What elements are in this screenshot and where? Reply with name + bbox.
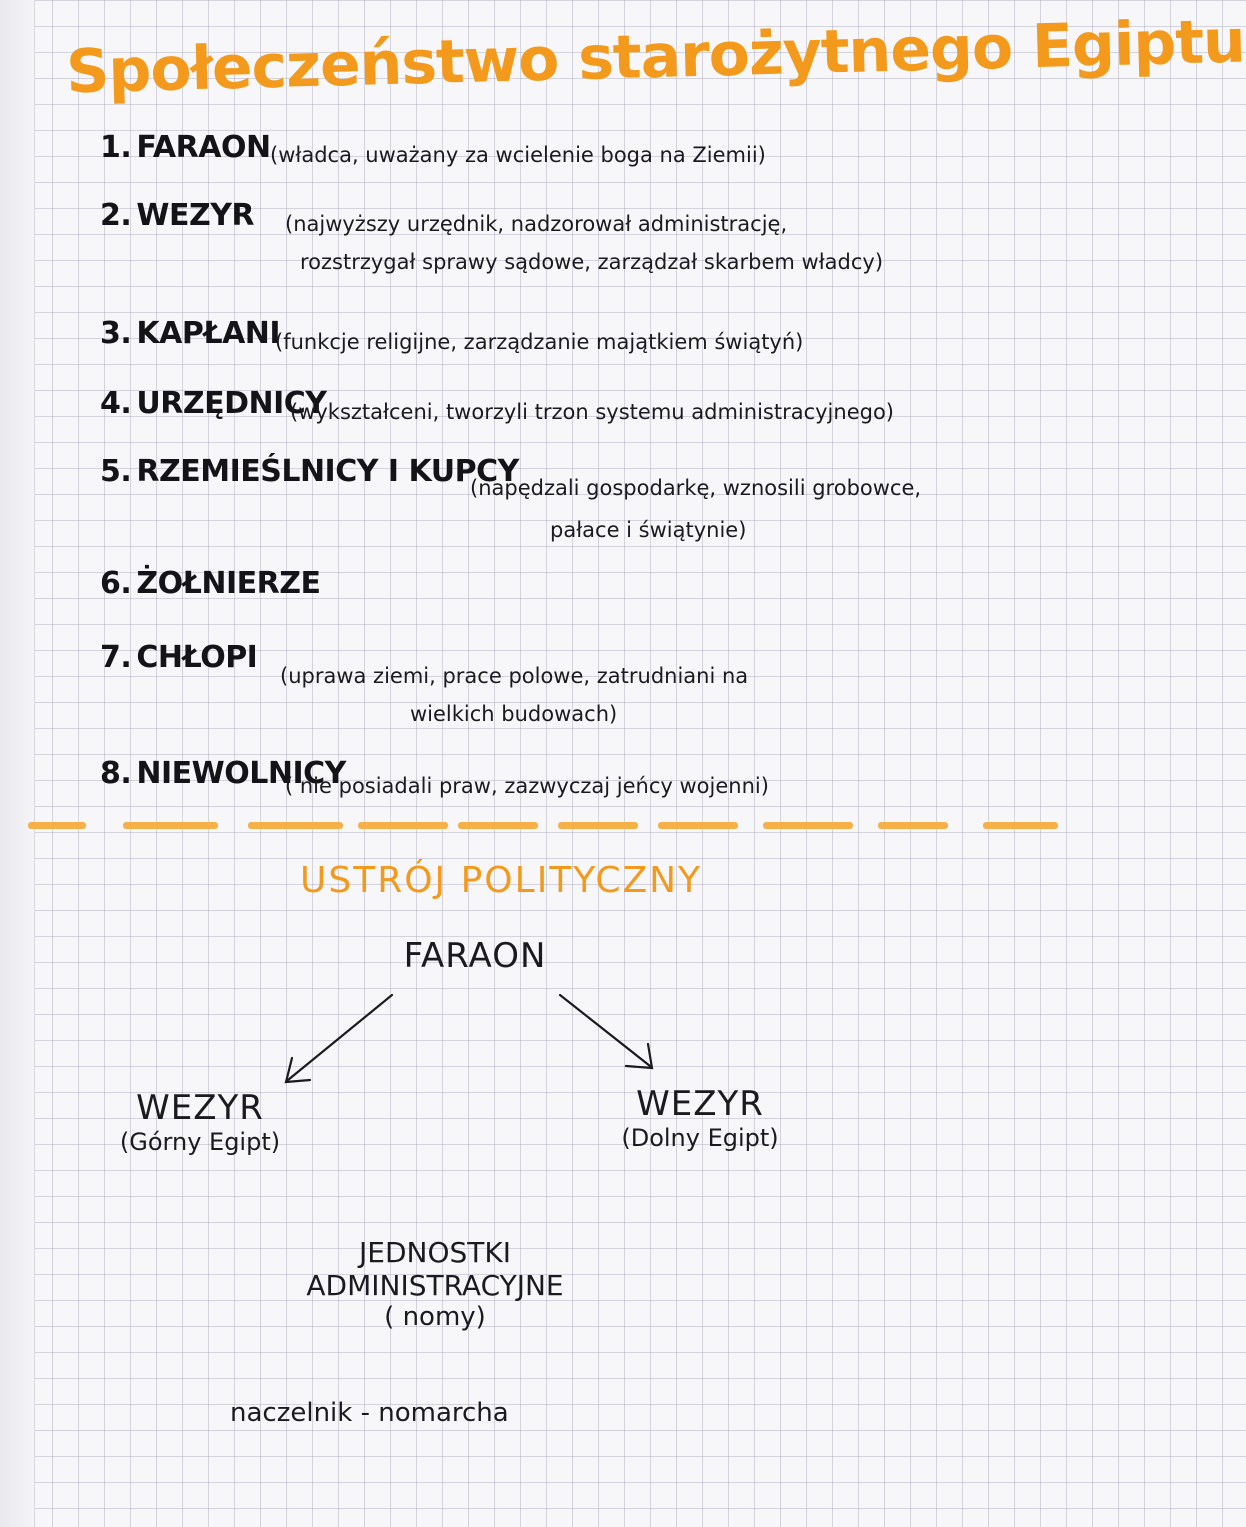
item-description-line2: wielkich budowach) <box>410 702 618 726</box>
item-term: CHŁOPI <box>136 640 258 675</box>
item-term: URZĘDNICY <box>136 386 327 421</box>
nomarch-note: naczelnik - nomarcha <box>230 1398 509 1428</box>
item-number: 8. <box>100 756 132 791</box>
item-term: NIEWOLNICY <box>136 756 346 791</box>
item-description-line2: rozstrzygał sprawy sądowe, zarządzał skarbem władcy) <box>300 250 884 274</box>
item-number: 7. <box>100 640 132 675</box>
item-number: 2. <box>100 198 132 233</box>
item-term: WEZYR <box>136 198 255 233</box>
item-number: 6. <box>100 566 132 601</box>
item-term: ŻOŁNIERZE <box>136 566 321 601</box>
arrow-right <box>560 995 650 1066</box>
item-description: (uprawa ziemi, prace polowe, zatrudniani na <box>280 664 749 688</box>
node-line: ( nomy) <box>384 1302 486 1332</box>
item-description: (władca, uważany za wcielenie boga na Ziemii) <box>270 143 766 167</box>
diagram-node-wezyr-dolny <box>590 1084 810 1152</box>
item-description-line2: pałace i świątynie) <box>550 518 747 542</box>
item-description: (wykształceni, tworzyli trzon systemu administracyjnego) <box>290 400 894 424</box>
node-line: JEDNOSTKI <box>359 1236 511 1269</box>
page-title: Społeczeństwo starożytnego Egiptu <box>65 6 1246 108</box>
item-description: (napędzali gospodarkę, wznosili grobowce, <box>470 476 922 500</box>
item-description: ( nie posiadali praw, zazwyczaj jeńcy wojenni) <box>285 774 769 798</box>
item-number: 5. <box>100 454 132 489</box>
item-description: (najwyższy urzędnik, nadzorował administrację, <box>285 212 788 236</box>
node-title: WEZYR <box>636 1084 764 1124</box>
diagram-node-wezyr-gorny <box>90 1088 310 1156</box>
item-number: 1. <box>100 130 132 165</box>
node-subtitle: (Dolny Egipt) <box>621 1124 779 1152</box>
node-title: WEZYR <box>136 1088 264 1128</box>
node-subtitle: (Górny Egipt) <box>119 1128 281 1156</box>
item-term: KAPŁANI <box>136 316 281 351</box>
diagram-node-jednostki <box>270 1236 600 1332</box>
item-number: 4. <box>100 386 132 421</box>
item-term: FARAON <box>136 130 271 165</box>
node-title: FARAON <box>403 936 547 976</box>
item-term: RZEMIEŚLNICY I KUPCY <box>136 454 519 489</box>
node-line: ADMINISTRACYJNE <box>306 1269 564 1302</box>
item-description: (funkcje religijne, zarządzanie majątkiem świątyń) <box>275 330 804 354</box>
item-number: 3. <box>100 316 132 351</box>
section-heading: USTRÓJ POLITYCZNY <box>300 860 703 901</box>
arrow-left <box>288 995 392 1080</box>
